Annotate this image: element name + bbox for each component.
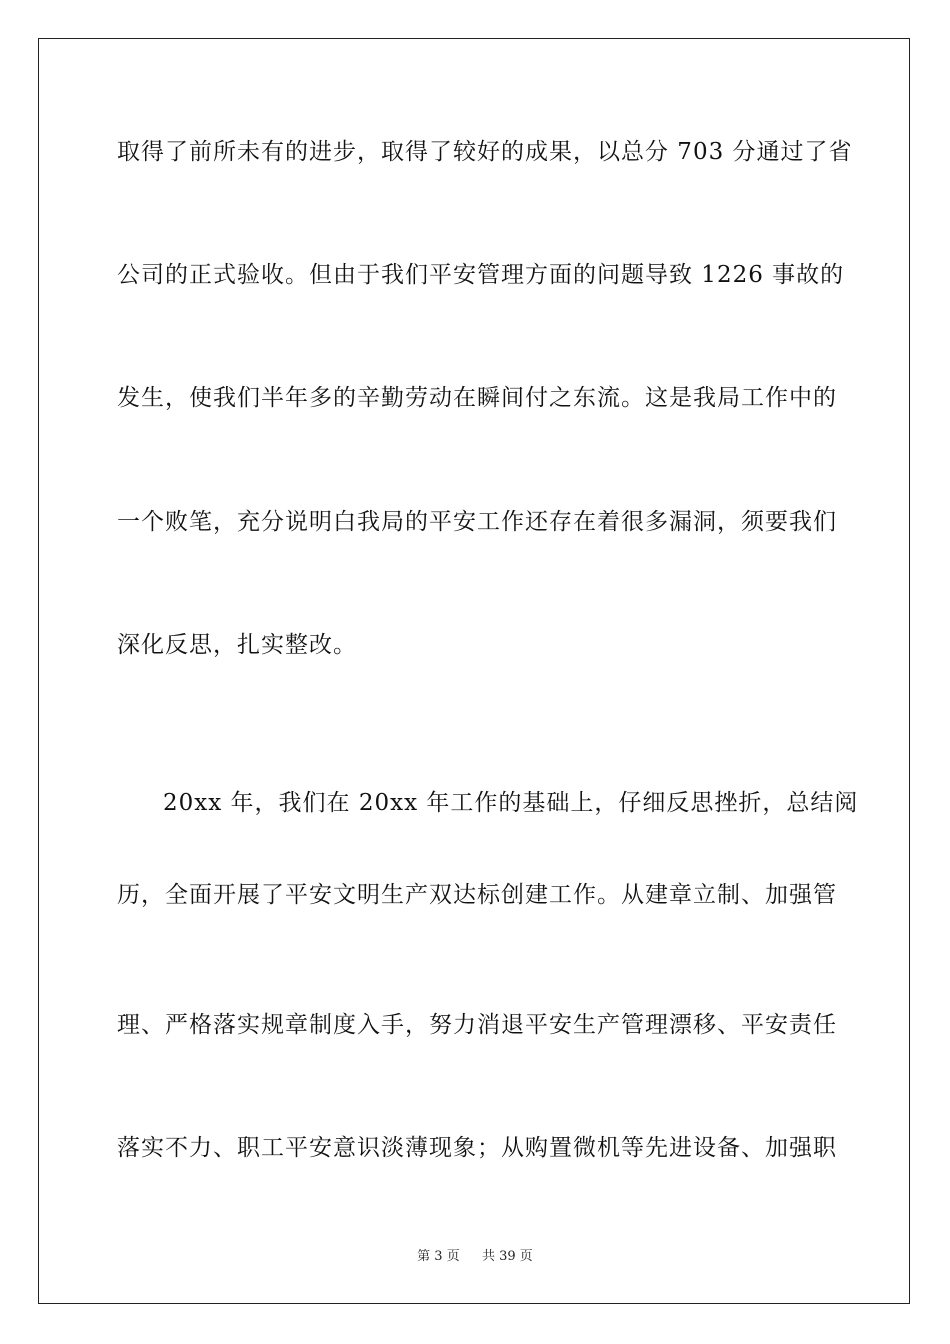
page-footer: [0, 1248, 950, 1266]
paragraph-line: 发生，使我们半年多的辛勤劳动在瞬间付之东流。这是我局工作中的: [117, 385, 837, 411]
paragraph-line: 取得了前所未有的进步，取得了较好的成果，以总分 703 分通过了省: [117, 139, 853, 165]
paragraph-line-indented: 20xx 年，我们在 20xx 年工作的基础上，仔细反思挫折，总结阅: [163, 790, 859, 816]
paragraph-line: 理、严格落实规章制度入手，努力消退平安生产管理漂移、平安责任: [117, 1012, 837, 1038]
paragraph-line: 落实不力、职工平安意识淡薄现象；从购置微机等先进设备、加强职: [117, 1135, 837, 1161]
page-border: [38, 38, 910, 1304]
paragraph-line: 历，全面开展了平安文明生产双达标创建工作。从建章立制、加强管: [117, 882, 837, 908]
paragraph-line: 深化反思，扎实整改。: [117, 632, 357, 658]
page-number: 第 3 页: [417, 1249, 460, 1264]
page-total: 共 39 页: [482, 1249, 533, 1264]
paragraph-line: 公司的正式验收。但由于我们平安管理方面的问题导致 1226 事故的: [117, 262, 845, 288]
paragraph-line: 一个败笔，充分说明白我局的平安工作还存在着很多漏洞，须要我们: [117, 509, 837, 535]
